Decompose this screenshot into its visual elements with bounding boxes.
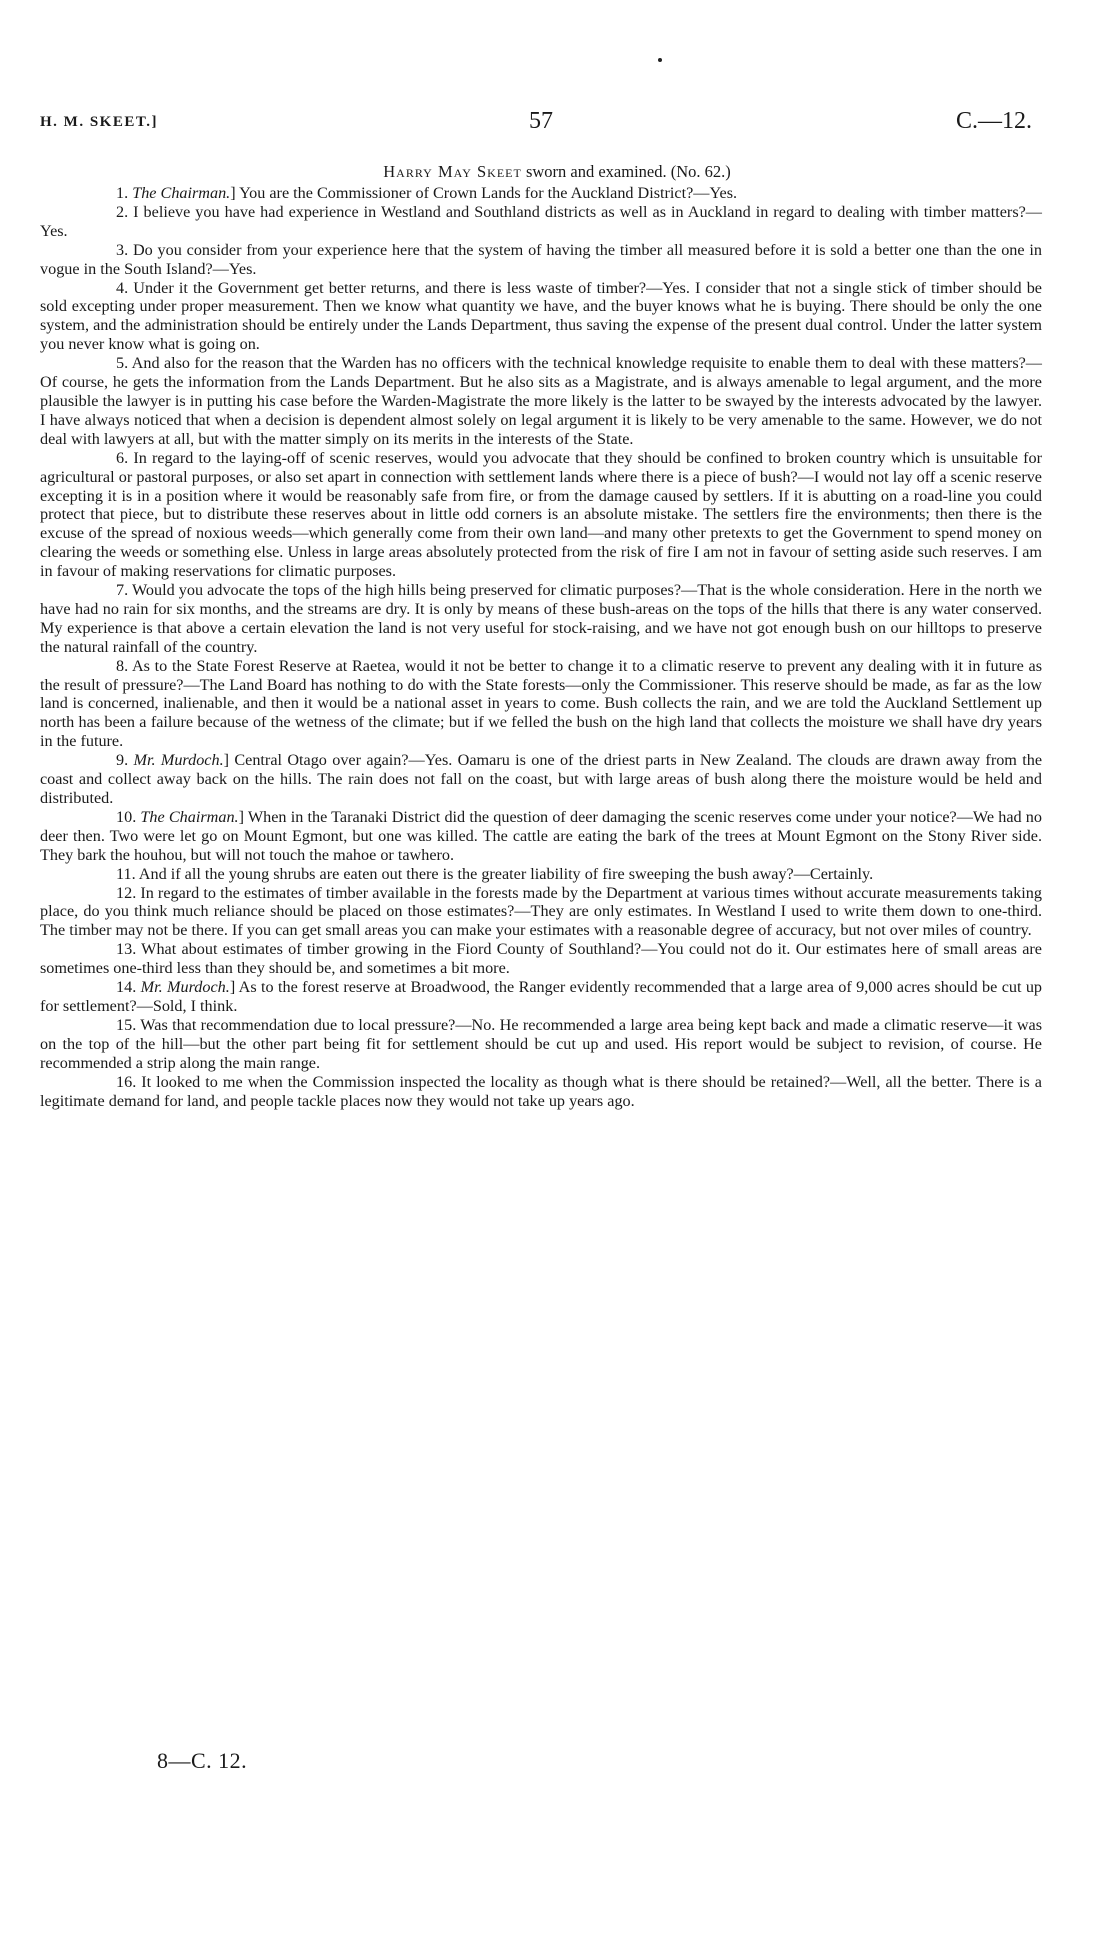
paragraph-text: 8. As to the State Forest Reserve at Raetea, would it not be better to change it to a climatic reserve to prevent any dealing with it in future as the result of pressure?—The Land Board has nothing to do with the State forests—only the Commissioner. This reserve should be made, as far as the low land is concerned, inalienable, and then it would be a national asset in years to come. Bush collects the rain, and we are told the Auckland Settlement up north has been a failure because of the wetness of the climate; but if we felled the bush on the high land that collects the moisture we shall have dry years in the future. [40, 656, 1042, 751]
paragraph-text: 6. In regard to the laying-off of scenic reserves, would you advocate that they should be confined to broken country which is unsuitable for agricultural or pastoral purposes, or also set apart in connection with settlement lands where there is a piece of bush?—I would not lay off a scenic reserve excepting it is in a position where it would be reasonably safe from fire, or from the damage caused by settlers. If it is abutting on a road-line you could protect that piece, but to distribute these reserves about in little odd corners is an absolute mistake. The settlers fire the environments; then there is the excuse of the spread of noxious weeds—which generally come from their own land—and many other pretexts to get the Government to spend money on clearing the weeds or something else. Unless in large areas absolutely protected from the risk of fire I am not in favour of setting aside such reserves. I am in favour of making reservations for climatic purposes. [40, 448, 1042, 581]
question-answer-paragraph [40, 978, 1042, 1016]
paragraph-text: ] You are the Commissioner of Crown Lands for the Auckland District?—Yes. [230, 184, 738, 202]
witness-running-head: H. M. SKEET.] [40, 114, 158, 130]
question-number: 10. [116, 807, 141, 826]
paragraph-text: ] As to the forest reserve at Broadwood, the Ranger evidently recommended that a large area of 9,000 acres should be cut up for settlement?—Sold, I think. [40, 978, 1043, 1015]
paragraph-text: 4. Under it the Government get better returns, and there is less waste of timber?—Yes. I consider that not a single stick of timber should be sold excepting under proper measurement. Then we know what quantity we have, and the buyer knows what he is buying. There should be only the one system, and the administration should be entirely under the Lands Department, thus saving the expense of the present dual control. Under the latter system you never know what is going on. [40, 278, 1042, 354]
question-number: 9. [116, 751, 134, 770]
question-answer-paragraph [40, 808, 1042, 865]
question-answer-paragraph [40, 884, 1042, 941]
question-number: 14. [116, 978, 141, 997]
testimony-body [40, 184, 1042, 1110]
witness-heading [0, 161, 1114, 183]
paragraph-text: 5. And also for the reason that the Warden has no officers with the technical knowledge requisite to enable them to deal with these matters?—Of course, he gets the information from the Lands Department. But he also sits as a Magistrate, and is always amenable to legal argument, and the more plausible the lawyer is in putting his case before the Warden-Magistrate the more likely is the latter to be swayed by the interests advocated by the lawyer. I have always noticed that when a decision is dependent almost solely on legal argument it is likely to be very amenable to the same. However, we do not deal with lawyers at all, but with the matter simply on its merits in the interests of the State. [40, 354, 1042, 448]
paragraph-text: 11. And if all the young shrubs are eaten out there is the greater liability of fire sweeping the bush away?—Certainly. [116, 864, 874, 883]
question-answer-paragraph [40, 1073, 1042, 1111]
question-answer-paragraph [40, 581, 1042, 657]
paragraph-text: 15. Was that recommendation due to local pressure?—No. He recommended a large area being kept back and made a climatic reserve—it was on the top of the hill—but the other part being fit for settlement should be cut up and used. His report would be subject to revision, of course. He recommended a strip along the main range. [40, 1015, 1042, 1072]
speck-dot [658, 58, 662, 62]
speaker-name: Mr. Murdoch. [133, 751, 224, 770]
question-answer-paragraph [40, 1016, 1042, 1073]
speaker-name: Mr. Murdoch. [140, 978, 230, 997]
paragraph-text: ] When in the Taranaki District did the question of deer damaging the scenic reserves come under your notice?—We had no deer then. Two were let go on Mount Egmont, but one was killed. The cattle are eating the bark of the trees at Mount Egmont on the Stony River side. They bark the houhou, but will not touch the mahoe or tawhero. [40, 807, 1042, 864]
question-answer-paragraph [40, 241, 1042, 279]
paragraph-text: 12. In regard to the estimates of timber available in the forests made by the Department at various times without accurate measurements taking place, do you think much reliance should be placed on those estimates?—They are only estimates. In Westland I used to write them down to one-third. The timber may not be there. If you can get small areas you can make your estimates with a reasonable degree of accuracy, but not over miles of country. [40, 883, 1042, 940]
witness-heading-rest: sworn and examined. (No. 62.) [521, 162, 731, 181]
question-answer-paragraph [40, 354, 1042, 449]
witness-name: Harry May Skeet [383, 162, 522, 181]
question-number: 1. [116, 184, 133, 202]
paragraph-text: ] Central Otago over again?—Yes. Oamaru is one of the driest parts in New Zealand. The clouds are drawn away from the coast and collect away back on the hills. The rain does not fall on the coast, but with large areas of bush along there the moisture would be held and distributed. [40, 751, 1043, 807]
page-header [40, 108, 1042, 142]
paragraph-text: 7. Would you advocate the tops of the high hills being preserved for climatic purposes?—That is the whole consideration. Here in the north we have had no rain for six months, and the streams are dry. It is only by means of these bush-areas on the tops of the hills that there is any water conserved. My experience is that above a certain elevation the land is not very useful for stock-raising, and we have not got enough bush on our hilltops to preserve the natural rainfall of the country. [40, 581, 1042, 656]
speaker-name: The Chairman. [132, 184, 231, 202]
question-answer-paragraph [40, 449, 1042, 581]
paragraph-text: 13. What about estimates of timber growing in the Fiord County of Southland?—You could not do it. Our estimates here of small areas are sometimes one-third less than they should be, and sometimes a bit more. [40, 940, 1042, 978]
paragraph-text: 16. It looked to me when the Commission inspected the locality as though what is there should be retained?—Well, all the better. There is a legitimate demand for land, and people tackle places now they would not take up years ago. [40, 1072, 1042, 1110]
question-answer-paragraph [40, 203, 1042, 241]
question-answer-paragraph [40, 279, 1042, 355]
question-answer-paragraph [40, 865, 1042, 884]
question-answer-paragraph [40, 751, 1042, 808]
question-answer-paragraph [40, 657, 1042, 752]
speaker-name: The Chairman. [140, 807, 239, 826]
question-answer-paragraph [40, 940, 1042, 978]
paragraph-text: 2. I believe you have had experience in Westland and Southland districts as well as in Auckland in regard to dealing with timber matters?—Yes. [40, 202, 1042, 240]
paragraph-text: 3. Do you consider from your experience here that the system of having the timber all measured before it is sold a better one than the one in vogue in the South Island?—Yes. [40, 240, 1042, 278]
page-number: 57 [529, 108, 553, 134]
question-answer-paragraph [40, 184, 1042, 203]
paper-reference: C.—12. [955, 108, 1032, 134]
signature-mark: 8—C. 12. [157, 1748, 248, 1773]
